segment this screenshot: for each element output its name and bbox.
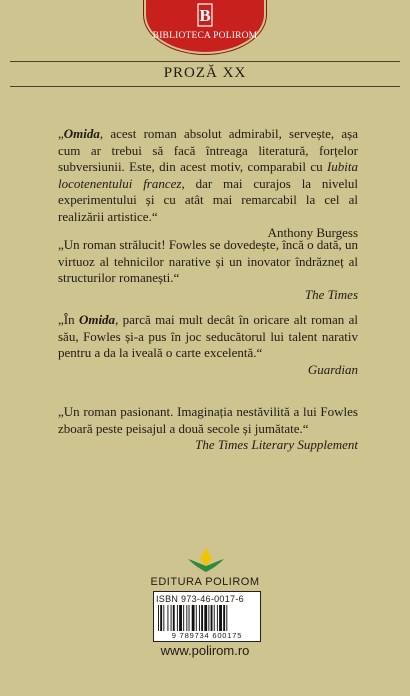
publisher-logo-icon: [186, 546, 226, 574]
quote-text: [58, 404, 358, 437]
barcode-number: 9 789734 600175: [171, 631, 243, 640]
isbn-label: ISBN 973-46-0017-6: [156, 594, 244, 604]
quote-segment: Omida: [63, 126, 100, 141]
svg-text:B: B: [199, 6, 211, 25]
quote-author: Anthony Burgess: [267, 225, 358, 240]
imprint-badge: [146, 0, 264, 52]
quote-segment: , parcă mai mult decât în oricare alt roman al său, Fowles și-a pus în joc seducătorul lui talent narativ pentru a da la iveală o carte excelentă.“: [58, 312, 358, 360]
quote-segment: , acest roman absolut admirabil, servește, așa cum ar trebui să facă întreaga literatură, forțelor subversiunii. Este, din acest motiv, comparabil cu: [58, 126, 358, 174]
quote-text: [58, 312, 358, 362]
quote-segment: , dar mai curajos la nivelul experimentului și cu atât mai remarcabil la cel al realizării artistice.“: [58, 175, 359, 224]
publisher-name: EDITURA POLIROM: [150, 576, 260, 588]
quote-segment: Iubita locotenentului francez: [58, 159, 358, 191]
imprint-name: BIBLIOTECA POLIROM: [152, 31, 258, 41]
quote-segment: „În: [58, 312, 79, 327]
quote-segment: „Un roman pasionant. Imaginația nestăvilită a lui Fowles zboară peste peisajul a două secole și jumătate.“: [58, 404, 358, 436]
quote-author: The Times: [304, 286, 358, 302]
series-title: PROZĂ XX: [163, 65, 247, 81]
quote-guardian: [58, 312, 358, 378]
quote-burgess: [58, 126, 358, 242]
quote-the-times: [58, 237, 358, 303]
quote-author: Guardian: [307, 361, 358, 377]
barcode-bars: [158, 605, 256, 631]
series-rule: [10, 86, 400, 87]
quote-segment: „: [58, 126, 64, 141]
quote-text: [58, 126, 358, 225]
top-rule: [10, 61, 400, 62]
quote-text: [58, 237, 358, 287]
quote-tls: [58, 404, 358, 454]
quote-segment: Omida: [78, 312, 116, 327]
barcode: [153, 591, 261, 642]
publisher-website: www.polirom.ro: [160, 643, 250, 658]
quote-author: The Times Literary Supplement: [195, 437, 358, 452]
imprint-logo-icon: [197, 3, 213, 27]
quote-segment: „Un roman strălucit! Fowles se dovedește, încă o dată, un virtuoz al tehnicilor narative și un inovator îndrăzneț al structurilor romanești.“: [58, 237, 358, 285]
